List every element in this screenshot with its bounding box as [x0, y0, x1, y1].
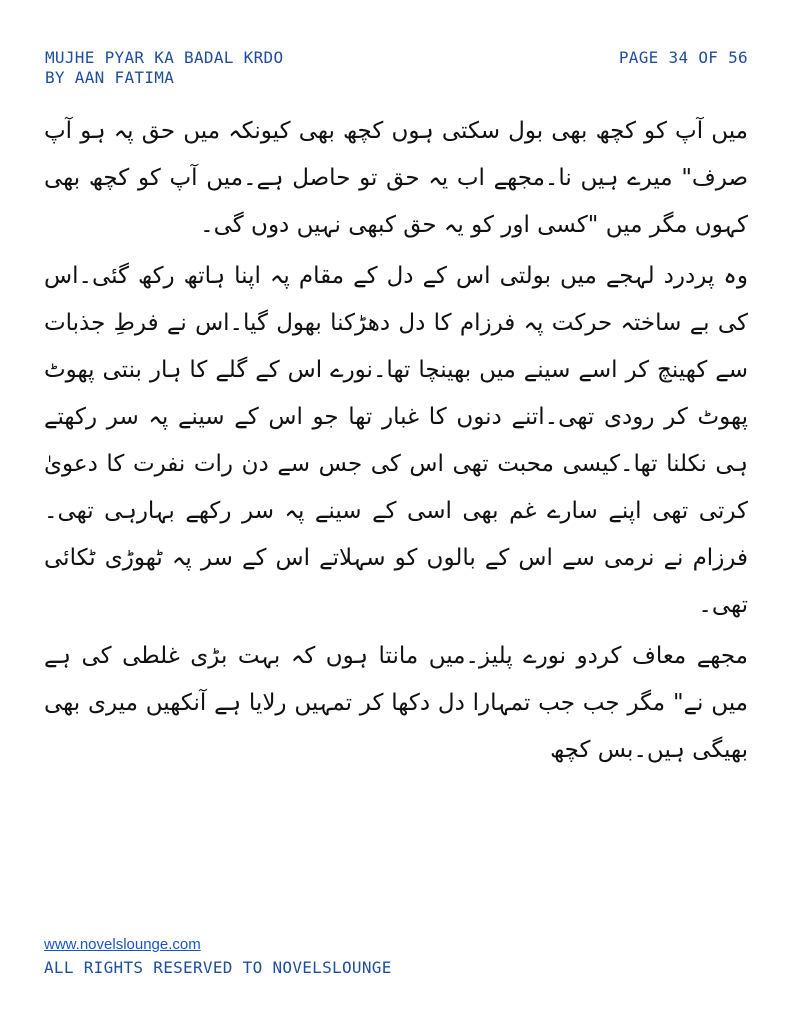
rights-notice: ALL RIGHTS RESERVED TO NOVELSLOUNGE — [44, 958, 392, 977]
website-link[interactable]: www.novelslounge.com — [44, 936, 201, 953]
paragraph-2: وہ پردرد لہجے میں بولتی اس کے دل کے مقام پہ اپنا ہاتھ رکھ گئی۔اس کی بے ساختہ حرکت پہ فرزام کا دل دھڑکنا بھول گیا۔اس نے فرطِ جذبات سے کھینچ کر اسے سینے میں بھینچا تھا۔نورے اس کے گلے کا ہار بنتی پھوٹ پھوٹ کر رودی تھی۔اتنے دنوں کا غبار تھا جو اس کے سینے پہ سر رکھتے ہی نکلنا تھا۔کیسی محبت تھی اس کی جس سے دن رات نفرت کا دعویٰ کرتی تھی اپنے سارے غم بھی اسی کے سینے پہ سر رکھے بہارہی تھی۔فرزام نے نرمی سے اس کے بالوں کو سہلاتے اس کے سر پہ ٹھوڑی ٹکائی تھی۔ — [44, 263, 748, 618]
author-name: BY AAN FATIMA — [45, 68, 175, 87]
novel-title: MUJHE PYAR KA BADAL KRDO — [45, 48, 284, 67]
page-number: PAGE 34 OF 56 — [618, 48, 748, 67]
header-left — [45, 48, 283, 88]
footer — [44, 936, 392, 978]
paragraph-1: میں آپ کو کچھ بھی بول سکتی ہوں کچھ بھی کیونکہ میں حق پہ ہو آپ صرف" میرے ہیں نا۔مجھے اب یہ حق تو حاصل ہے۔میں آپ کو کچھ بھی کہوں مگر میں "کسی اور کو یہ حق کبھی نہیں دوں گی۔ — [44, 118, 748, 238]
story-body — [44, 108, 748, 778]
paragraph-3: مجھے معاف کردو نورے پلیز۔میں مانتا ہوں کہ بہت بڑی غلطی کی ہے میں نے" مگر جب جب تمہارا دل دکھا کر تمہیں رلایا ہے آنکھیں میری بھی بھیگی ہیں۔بس کچھ — [44, 643, 748, 763]
